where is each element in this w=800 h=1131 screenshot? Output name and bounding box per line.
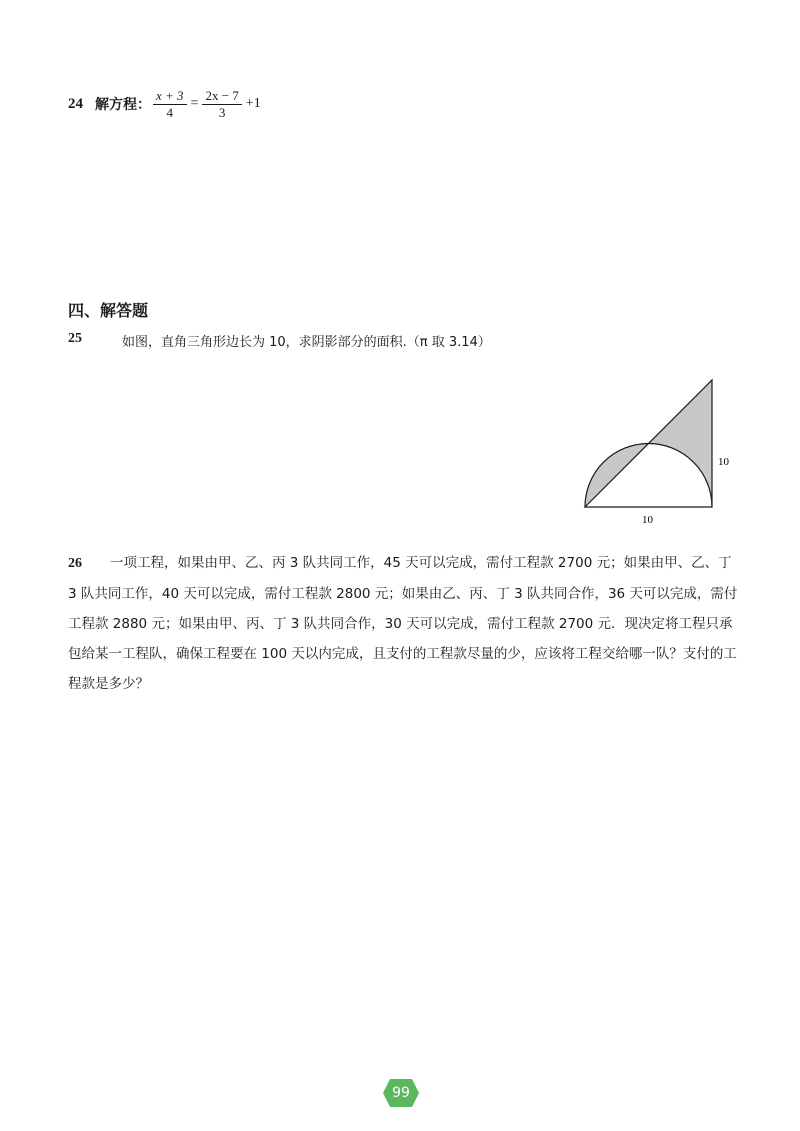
page-number: 99 <box>392 1085 410 1101</box>
base-length-label: 10 <box>642 514 653 526</box>
problem-24 <box>68 84 263 124</box>
problem-26 <box>68 548 740 699</box>
page-number-badge <box>382 1078 420 1108</box>
problem-26-number: 26 <box>68 556 82 571</box>
problem-25 <box>68 331 491 350</box>
problem-26-text: 一项工程，如果由甲、乙、丙 3 队共同工作，45 天可以完成，需付工程款 2700 元；如果由甲、乙、丁 3 队共同工作，40 天可以完成，需付工程款 2800 元；如果由乙、丙、丁 3 队共同合作，36 天可以完成，需付工程款 2880 元；如果由甲、丙、丁 3 队共同合作，30 天可以完成，需付工程款 2700 元．现决定将工程只承包给某一工程队，确保工程要在 100 天以内完成，且支付的工程款尽量的少，应该将工程交给哪一队？支付的工程款是多少？ <box>68 555 738 692</box>
equation-lhs-fraction <box>153 88 187 121</box>
shaded-region-right <box>649 380 713 507</box>
problem-24-number: 24 <box>68 95 83 112</box>
section-heading: 四、解答题 <box>68 301 149 320</box>
problem-25-number: 25 <box>68 331 82 346</box>
problem-25-text: 如图，直角三角形边长为 10，求阴影部分的面积.（π 取 3.14） <box>122 335 491 350</box>
rhs-denominator: 3 <box>218 104 226 120</box>
equals-sign: = <box>190 96 199 111</box>
problem-24-label: 解方程： <box>95 97 151 113</box>
side-length-label: 10 <box>718 456 729 468</box>
equation-tail: +1 <box>245 96 261 111</box>
rhs-numerator: 2x − 7 <box>202 88 241 105</box>
lhs-denominator: 4 <box>166 104 174 120</box>
problem-25-figure <box>560 370 750 534</box>
lhs-numerator: x + 3 <box>153 88 187 105</box>
triangle-semicircle-diagram <box>560 370 750 530</box>
equation-rhs-fraction <box>202 88 241 121</box>
